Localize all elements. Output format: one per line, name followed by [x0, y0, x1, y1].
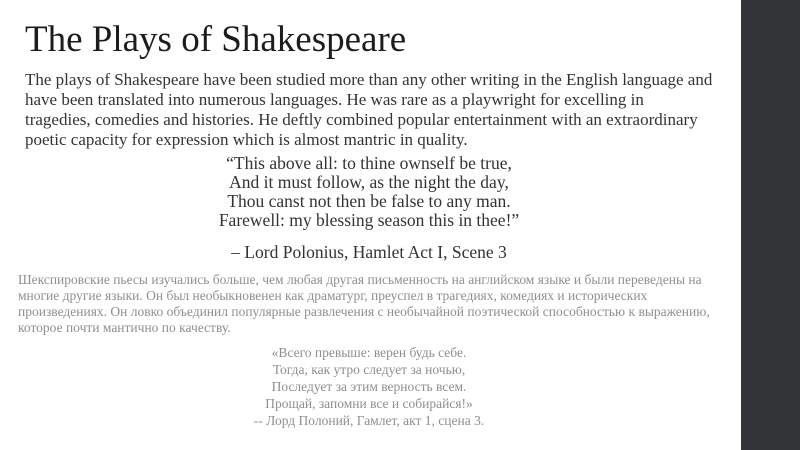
- quote-ru-line-3: Последует за этим верность всем.: [271, 379, 467, 394]
- attribution-ru: -- Лорд Полоний, Гамлет, акт 1, сцена 3.: [253, 413, 485, 428]
- quote-ru-line-1: «Всего превыше: верен будь себе.: [271, 345, 467, 360]
- quote-en-line-4: Farewell: my blessing season this in thee!”: [218, 210, 520, 230]
- attribution-en: – Lord Polonius, Hamlet Act I, Scene 3: [231, 242, 507, 262]
- quote-ru-line-2: Тогда, как утро следует за ночью,: [272, 362, 466, 377]
- intro-paragraph-ru: Шекспировские пьесы изучались больше, чем любая другая письменность на английском языке и были переведены на многие другие языки. Он был необыкновенен как драматург, преуспел в трагедиях, комедиях и исторических произведениях. Он ловко объединил популярные развлечения с необычайной поэтической способностью к выражению, которое почти мантично по качеству.: [18, 272, 710, 335]
- quote-ru-line-4: Прощай, запомни все и собирайся!»: [265, 396, 473, 411]
- intro-paragraph-en: The plays of Shakespeare have been studied more than any other writing in the English language and have been translated into numerous languages. He was rare as a playwright for excelling in tragedies, comedies and histories. He deftly combined popular entertainment with an extraordinary poetic capacity for expression which is almost mantric in quality.: [25, 70, 713, 149]
- slide-title: The Plays of Shakespeare: [25, 19, 407, 60]
- quote-en-line-3: Thou canst not then be false to any man.: [227, 191, 511, 211]
- app-background-strip: [741, 0, 800, 450]
- quote-en-line-2: And it must follow, as the night the day,: [229, 172, 509, 192]
- quote-en-line-1: “This above all: to thine ownself be true,: [226, 153, 512, 173]
- quote-en: [25, 154, 713, 230]
- quote-ru: [25, 344, 713, 429]
